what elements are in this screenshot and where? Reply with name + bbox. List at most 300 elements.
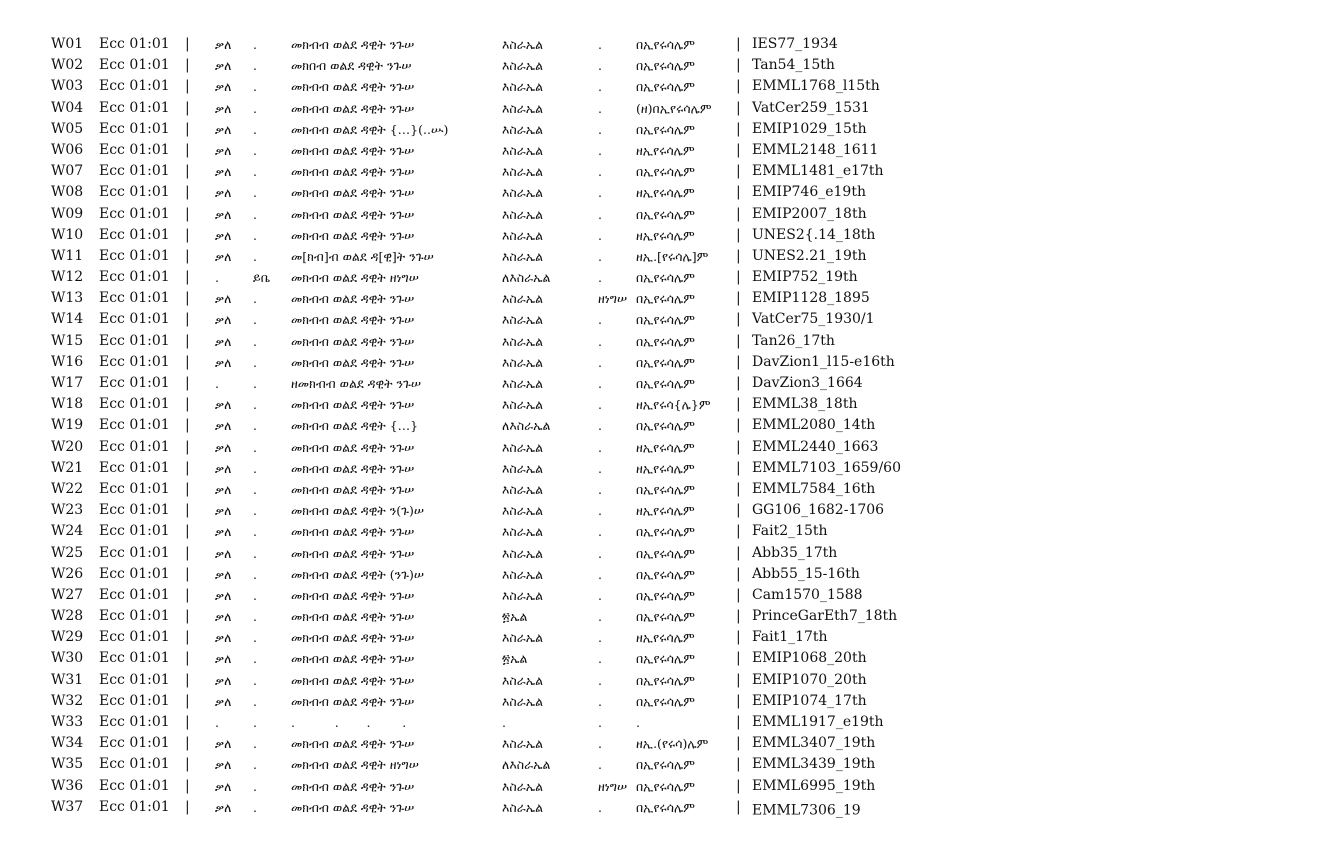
reading-words-main: መክብብ ወልደ ዳዊት ንጉሠ xyxy=(291,799,415,815)
reading-word-jerusalem: ዘኢየሩሳሌም xyxy=(636,630,695,646)
reading-words-main: መክብብ ወልደ ዳዊት ንጉሠ xyxy=(291,630,415,646)
verse-reference: Ecc 01:01 xyxy=(99,523,170,540)
table-row xyxy=(0,182,1336,203)
reading-word-israel: እስራኤል xyxy=(502,566,544,582)
verse-reference: Ecc 01:01 xyxy=(99,629,170,646)
reading-words-main: መክብብ ወልደ ዳዊት ንጉሠ xyxy=(291,333,415,349)
reading-word-israel: እስራኤል xyxy=(502,206,544,222)
table-row xyxy=(0,119,1336,140)
witness-id: W10 xyxy=(51,226,84,243)
reading-word-israel: እስራኤል xyxy=(502,672,544,688)
column-separator: | xyxy=(736,78,741,95)
verse-reference: Ecc 01:01 xyxy=(99,714,170,730)
table-row xyxy=(0,627,1336,648)
manuscript-siglum: Cam1570_1588 xyxy=(752,586,863,603)
reading-words-main: መክብብ ወልደ ዳዊት ንጉሠ xyxy=(291,291,415,307)
reading-word-israel: እስራኤል xyxy=(502,481,544,497)
reading-word-5: . xyxy=(598,354,602,370)
reading-word-jerusalem: ዘኢየሩሳሌም xyxy=(636,503,695,519)
verse-reference: Ecc 01:01 xyxy=(99,247,170,264)
verse-reference: Ecc 01:01 xyxy=(99,290,170,307)
column-separator: | xyxy=(185,671,190,688)
verse-reference: Ecc 01:01 xyxy=(99,57,170,74)
column-separator: | xyxy=(736,332,741,349)
column-separator: | xyxy=(185,523,190,540)
table-row xyxy=(0,479,1336,500)
verse-reference: Ecc 01:01 xyxy=(99,544,170,561)
reading-word-5: . xyxy=(598,799,602,815)
reading-word-jerusalem: በኢየሩሳሌም xyxy=(636,693,695,709)
column-separator: | xyxy=(185,57,190,74)
manuscript-siglum: EMML7306_19 xyxy=(752,802,861,819)
table-row xyxy=(0,733,1336,754)
table-row xyxy=(0,98,1336,119)
verse-reference: Ecc 01:01 xyxy=(99,396,170,413)
verse-reference: Ecc 01:01 xyxy=(99,798,170,815)
verse-reference: Ecc 01:01 xyxy=(99,565,170,582)
reading-word-5: . xyxy=(598,757,602,773)
reading-word-2: . xyxy=(253,418,257,434)
reading-word-israel: እስራኤል xyxy=(502,142,544,158)
verse-reference: Ecc 01:01 xyxy=(99,36,170,52)
reading-words-main: መክብብ ወልደ ዳዊት ን(ጉ)ሠ xyxy=(291,503,424,519)
witness-id: W34 xyxy=(51,735,84,752)
witness-id: W26 xyxy=(51,565,84,582)
column-separator: | xyxy=(736,544,741,561)
column-separator: | xyxy=(736,396,741,413)
reading-words-main: መክብብ ወልደ ዳዊት ንጉሠ xyxy=(291,672,415,688)
reading-word-israel: እስራኤል xyxy=(502,545,544,561)
reading-word-1: ቃለ xyxy=(215,185,232,201)
manuscript-siglum: EMML1768_l15th xyxy=(752,78,880,95)
column-separator: | xyxy=(185,714,190,730)
column-separator: | xyxy=(736,459,741,476)
column-separator: | xyxy=(185,78,190,95)
reading-words-main: መክብብ ወልደ ዳዊት ንጉሠ xyxy=(291,693,415,709)
reading-word-2: . xyxy=(253,312,257,328)
reading-word-5: . xyxy=(598,100,602,116)
reading-word-israel: እስራኤል xyxy=(502,100,544,116)
column-separator: | xyxy=(185,396,190,413)
manuscript-siglum: PrinceGarEth7_18th xyxy=(752,608,898,625)
reading-word-5: . xyxy=(598,376,602,391)
reading-words-main: መክብብ ወልደ ዳዊት ንጉሠ xyxy=(291,587,415,603)
witness-id: W04 xyxy=(51,99,84,116)
column-separator: | xyxy=(185,417,190,434)
reading-words-main: መክብብ ወልደ ዳዊት ንጉሠ xyxy=(291,736,415,752)
reading-word-1: ቃለ xyxy=(215,100,232,116)
reading-word-jerusalem: ዘኢየሩሳሌም xyxy=(636,439,695,455)
reading-word-1: ቃለ xyxy=(215,566,232,582)
column-separator: | xyxy=(185,36,190,52)
table-row xyxy=(0,585,1336,606)
reading-word-1: ቃለ xyxy=(215,354,232,370)
table-row xyxy=(0,76,1336,97)
reading-words-main: መክብብ ወልደ ዳዊት ዘነግሠ xyxy=(291,757,419,773)
reading-word-jerusalem: በኢየሩሳሌም xyxy=(636,609,695,625)
reading-word-1: ቃለ xyxy=(215,693,232,709)
reading-word-jerusalem: በኢየሩሳሌም xyxy=(636,672,695,688)
manuscript-siglum: EMIP1068_20th xyxy=(752,650,867,667)
column-separator: | xyxy=(736,36,741,52)
table-row xyxy=(0,500,1336,521)
reading-word-2: . xyxy=(253,503,257,519)
reading-word-1: ቃለ xyxy=(215,58,232,74)
reading-word-jerusalem: በኢየሩሳሌም xyxy=(636,206,695,222)
reading-words-main: መክብብ ወልደ ዳዊት ንጉሠ xyxy=(291,778,415,794)
column-separator: | xyxy=(185,650,190,667)
collation-table xyxy=(0,34,1336,818)
table-row xyxy=(0,776,1336,797)
manuscript-siglum: Tan26_17th xyxy=(752,332,835,349)
reading-words-main: መክበብ ወልደ ዳዊት ንጉሠ xyxy=(291,58,412,74)
reading-word-1: ቃለ xyxy=(215,630,232,646)
reading-word-5: . xyxy=(598,397,602,413)
column-separator: | xyxy=(185,629,190,646)
reading-word-israel: እስራኤል xyxy=(502,524,544,540)
witness-id: W19 xyxy=(51,417,84,434)
reading-word-jerusalem: በኢየሩሳሌም xyxy=(636,291,695,307)
column-separator: | xyxy=(736,480,741,497)
reading-words-main: መክብብ ወልደ ዳዊት ንጉሠ xyxy=(291,354,415,370)
reading-word-2: . xyxy=(253,672,257,688)
reading-word-5: . xyxy=(598,333,602,349)
witness-id: W24 xyxy=(51,523,84,540)
reading-word-jerusalem: ዘኢ.[የሩሳሌ]ም xyxy=(636,248,709,264)
column-separator: | xyxy=(736,163,741,180)
reading-word-2: . xyxy=(253,185,257,201)
witness-id: W25 xyxy=(51,544,84,561)
manuscript-siglum: EMML7584_16th xyxy=(752,480,876,497)
witness-id: W06 xyxy=(51,141,84,158)
reading-word-2: . xyxy=(253,121,257,137)
reading-word-jerusalem: ዘኢየሩሳሌም xyxy=(636,460,695,476)
reading-word-5: . xyxy=(598,503,602,519)
reading-word-5: . xyxy=(598,736,602,752)
reading-word-2: . xyxy=(253,651,257,667)
table-row xyxy=(0,691,1336,712)
reading-word-2: . xyxy=(253,291,257,307)
column-separator: | xyxy=(736,565,741,582)
reading-word-1: ቃለ xyxy=(215,291,232,307)
reading-words-main: መክብብ ወልደ ዳዊት {…} xyxy=(291,418,419,434)
reading-word-5: . xyxy=(598,651,602,667)
table-row xyxy=(0,331,1336,352)
reading-word-israel: እስራኤል xyxy=(502,79,544,95)
column-separator: | xyxy=(185,226,190,243)
reading-word-2: . xyxy=(253,630,257,646)
reading-word-5: . xyxy=(598,185,602,201)
manuscript-siglum: Fait1_17th xyxy=(752,629,828,646)
table-row xyxy=(0,204,1336,225)
witness-id: W16 xyxy=(51,353,84,370)
reading-word-2: . xyxy=(253,481,257,497)
reading-word-israel: እስራኤል xyxy=(502,248,544,264)
reading-word-5: . xyxy=(598,481,602,497)
reading-word-israel: እስራኤል xyxy=(502,693,544,709)
reading-word-2: . xyxy=(253,524,257,540)
reading-word-jerusalem: በኢየሩሳሌም xyxy=(636,79,695,95)
reading-word-5: . xyxy=(598,418,602,434)
witness-id: W32 xyxy=(51,692,84,709)
table-row xyxy=(0,34,1336,55)
manuscript-siglum: EMIP746_e19th xyxy=(752,184,866,201)
reading-word-jerusalem: በኢየሩሳሌም xyxy=(636,651,695,667)
manuscript-siglum: UNES2{.14_18th xyxy=(752,226,876,243)
manuscript-siglum: DavZion1_l15-e16th xyxy=(752,353,895,370)
reading-word-2: . xyxy=(253,227,257,243)
reading-words-main: መክብብ ወልደ ዳዊት ንጉሠ xyxy=(291,142,415,158)
reading-word-5: . xyxy=(598,693,602,709)
table-row xyxy=(0,309,1336,330)
verse-reference: Ecc 01:01 xyxy=(99,777,170,794)
verse-reference: Ecc 01:01 xyxy=(99,671,170,688)
reading-words-main: መክብብ ወልደ ዳዊት ንጉሠ xyxy=(291,79,415,95)
column-separator: | xyxy=(736,184,741,201)
manuscript-siglum: Abb35_17th xyxy=(752,544,838,561)
reading-word-5: . xyxy=(598,609,602,625)
column-separator: | xyxy=(185,311,190,328)
witness-id: W28 xyxy=(51,608,84,625)
reading-word-2: . xyxy=(253,757,257,773)
reading-word-5: . xyxy=(598,566,602,582)
manuscript-siglum: EMML3407_19th xyxy=(752,735,876,752)
reading-word-1: . xyxy=(215,270,219,286)
column-separator: | xyxy=(185,120,190,137)
manuscript-siglum: UNES2.21_19th xyxy=(752,247,867,264)
reading-word-jerusalem: በኢየሩሳሌም xyxy=(636,333,695,349)
reading-word-jerusalem: በኢየሩሳሌም xyxy=(636,121,695,137)
reading-word-2: . xyxy=(253,736,257,752)
reading-word-2: . xyxy=(253,460,257,476)
table-row xyxy=(0,564,1336,585)
reading-word-jerusalem: በኢየሩሳሌም xyxy=(636,481,695,497)
reading-word-jerusalem: በኢየሩሳሌም xyxy=(636,587,695,603)
reading-word-5: . xyxy=(598,206,602,222)
manuscript-siglum: IES77_1934 xyxy=(752,36,838,52)
column-separator: | xyxy=(736,57,741,74)
column-separator: | xyxy=(736,438,741,455)
table-row xyxy=(0,352,1336,373)
reading-word-5: . xyxy=(598,460,602,476)
verse-reference: Ecc 01:01 xyxy=(99,99,170,116)
reading-word-1: ቃለ xyxy=(215,778,232,794)
reading-words-main: መክብብ ወልደ ዳዊት {…}(..ሡ) xyxy=(291,121,449,137)
reading-word-2: . xyxy=(253,333,257,349)
witness-id: W33 xyxy=(51,714,84,730)
column-separator: | xyxy=(185,586,190,603)
reading-word-israel: እስራኤል xyxy=(502,736,544,752)
table-row xyxy=(0,267,1336,288)
table-row xyxy=(0,373,1336,394)
reading-words-main: መክብብ ወልደ ዳዊት ንጉሠ xyxy=(291,164,415,180)
reading-words-main: መክብብ ወልደ ዳዊት ንጉሠ xyxy=(291,312,415,328)
witness-id: W36 xyxy=(51,777,84,794)
column-separator: | xyxy=(736,120,741,137)
column-separator: | xyxy=(736,586,741,603)
reading-word-2: . xyxy=(253,566,257,582)
column-separator: | xyxy=(185,99,190,116)
reading-word-israel: ፳ኤል xyxy=(502,609,528,625)
column-separator: | xyxy=(736,311,741,328)
reading-word-jerusalem: በኢየሩሳሌም xyxy=(636,37,695,52)
reading-words-main: መክብብ ወልደ ዳዊት (ንጉ)ሠ xyxy=(291,566,424,582)
reading-word-jerusalem: በኢየሩሳሌም xyxy=(636,354,695,370)
verse-reference: Ecc 01:01 xyxy=(99,586,170,603)
reading-word-1: ቃለ xyxy=(215,312,232,328)
reading-word-1: ቃለ xyxy=(215,481,232,497)
reading-word-jerusalem: በኢየሩሳሌም xyxy=(636,312,695,328)
reading-word-5: . xyxy=(598,79,602,95)
reading-word-israel: እስራኤል xyxy=(502,164,544,180)
verse-reference: Ecc 01:01 xyxy=(99,608,170,625)
reading-word-2: ይቤ xyxy=(253,270,271,286)
reading-words-main: መክብብ ወልደ ዳዊት ንጉሠ xyxy=(291,185,415,201)
reading-word-jerusalem: በኢየሩሳሌም xyxy=(636,545,695,561)
column-separator: | xyxy=(185,269,190,286)
witness-id: W07 xyxy=(51,163,84,180)
reading-word-2: . xyxy=(253,799,257,815)
reading-word-1: ቃለ xyxy=(215,248,232,264)
reading-word-1: ቃለ xyxy=(215,503,232,519)
verse-reference: Ecc 01:01 xyxy=(99,226,170,243)
verse-reference: Ecc 01:01 xyxy=(99,120,170,137)
reading-word-5: . xyxy=(598,630,602,646)
reading-word-2: . xyxy=(253,439,257,455)
reading-words-main: መክብብ ወልደ ዳዊት ዘነግሠ xyxy=(291,270,419,286)
manuscript-siglum: EMIP752_19th xyxy=(752,269,858,286)
reading-word-1: ቃለ xyxy=(215,397,232,413)
reading-word-2: . xyxy=(253,206,257,222)
column-separator: | xyxy=(736,798,741,815)
manuscript-siglum: VatCer75_1930/1 xyxy=(752,311,875,328)
reading-words-main: መክብብ ወልደ ዳዊት ንጉሠ xyxy=(291,481,415,497)
reading-word-2: . xyxy=(253,164,257,180)
column-separator: | xyxy=(736,375,741,391)
reading-word-israel: እስራኤል xyxy=(502,439,544,455)
table-row xyxy=(0,246,1336,267)
reading-word-israel: . xyxy=(502,715,506,730)
manuscript-siglum: EMIP1128_1895 xyxy=(752,290,870,307)
reading-word-2: . xyxy=(253,100,257,116)
reading-word-israel: ለእስራኤል xyxy=(502,270,551,286)
reading-word-jerusalem: ዘኢየሩሳ{ሌ}ም xyxy=(636,397,711,413)
reading-word-5: . xyxy=(598,248,602,264)
table-row xyxy=(0,543,1336,564)
table-row xyxy=(0,458,1336,479)
witness-id: W23 xyxy=(51,502,84,519)
witness-id: W15 xyxy=(51,332,84,349)
witness-id: W13 xyxy=(51,290,84,307)
reading-word-jerusalem: ዘኢየሩሳሌም xyxy=(636,142,695,158)
reading-word-5: ዘነግሠ xyxy=(598,778,628,794)
reading-word-2: . xyxy=(253,587,257,603)
reading-word-1: ቃለ xyxy=(215,524,232,540)
witness-id: W17 xyxy=(51,375,84,391)
reading-word-1: ቃለ xyxy=(215,79,232,95)
reading-word-5: . xyxy=(598,142,602,158)
verse-reference: Ecc 01:01 xyxy=(99,311,170,328)
column-separator: | xyxy=(736,671,741,688)
table-row xyxy=(0,797,1336,818)
reading-word-1: ቃለ xyxy=(215,164,232,180)
reading-word-5: . xyxy=(598,164,602,180)
table-row xyxy=(0,55,1336,76)
reading-word-israel: እስራኤል xyxy=(502,587,544,603)
reading-word-1: ቃለ xyxy=(215,757,232,773)
witness-id: W08 xyxy=(51,184,84,201)
column-separator: | xyxy=(185,480,190,497)
column-separator: | xyxy=(185,438,190,455)
column-separator: | xyxy=(185,777,190,794)
reading-word-jerusalem: በኢየሩሳሌም xyxy=(636,566,695,582)
reading-word-2: . xyxy=(253,248,257,264)
column-separator: | xyxy=(736,353,741,370)
column-separator: | xyxy=(736,141,741,158)
verse-reference: Ecc 01:01 xyxy=(99,756,170,773)
reading-word-israel: እስራኤል xyxy=(502,503,544,519)
reading-word-5: . xyxy=(598,715,602,730)
table-row xyxy=(0,437,1336,458)
witness-id: W27 xyxy=(51,586,84,603)
verse-reference: Ecc 01:01 xyxy=(99,269,170,286)
column-separator: | xyxy=(185,544,190,561)
reading-words-main: መክብብ ወልደ ዳዊት ንጉሠ xyxy=(291,206,415,222)
table-row xyxy=(0,606,1336,627)
column-separator: | xyxy=(736,714,741,730)
table-row xyxy=(0,225,1336,246)
reading-word-1: ቃለ xyxy=(215,418,232,434)
table-row xyxy=(0,648,1336,669)
witness-id: W30 xyxy=(51,650,84,667)
reading-word-jerusalem: . xyxy=(636,715,640,730)
witness-id: W12 xyxy=(51,269,84,286)
reading-word-5: . xyxy=(598,439,602,455)
reading-word-2: . xyxy=(253,715,257,730)
reading-words-main: መክብብ ወልደ ዳዊት ንጉሠ xyxy=(291,651,415,667)
reading-word-1: ቃለ xyxy=(215,333,232,349)
verse-reference: Ecc 01:01 xyxy=(99,205,170,222)
reading-word-5: . xyxy=(598,524,602,540)
verse-reference: Ecc 01:01 xyxy=(99,332,170,349)
column-separator: | xyxy=(736,99,741,116)
manuscript-siglum: EMIP1070_20th xyxy=(752,671,867,688)
reading-word-1: . xyxy=(215,376,219,391)
reading-words-main: መክብብ ወልደ ዳዊት ንጉሠ xyxy=(291,100,415,116)
reading-word-jerusalem: በኢየሩሳሌም xyxy=(636,270,695,286)
witness-id: W02 xyxy=(51,57,84,74)
manuscript-siglum: EMML1481_e17th xyxy=(752,163,884,180)
column-separator: | xyxy=(736,650,741,667)
reading-word-1: ቃለ xyxy=(215,545,232,561)
reading-word-jerusalem: በኢየሩሳሌም xyxy=(636,164,695,180)
reading-word-5: . xyxy=(598,227,602,243)
reading-word-5: . xyxy=(598,672,602,688)
reading-words-main: መክብብ ወልደ ዳዊት ንጉሠ xyxy=(291,439,415,455)
reading-word-israel: እስራኤል xyxy=(502,291,544,307)
table-row xyxy=(0,140,1336,161)
column-separator: | xyxy=(736,629,741,646)
reading-word-1: ቃለ xyxy=(215,609,232,625)
reading-word-israel: እስራኤል xyxy=(502,799,544,815)
manuscript-siglum: Fait2_15th xyxy=(752,523,828,540)
reading-word-israel: እስራኤል xyxy=(502,630,544,646)
column-separator: | xyxy=(185,353,190,370)
reading-word-2: . xyxy=(253,545,257,561)
reading-word-1: ቃለ xyxy=(215,227,232,243)
column-separator: | xyxy=(736,247,741,264)
witness-id: W37 xyxy=(51,798,84,815)
